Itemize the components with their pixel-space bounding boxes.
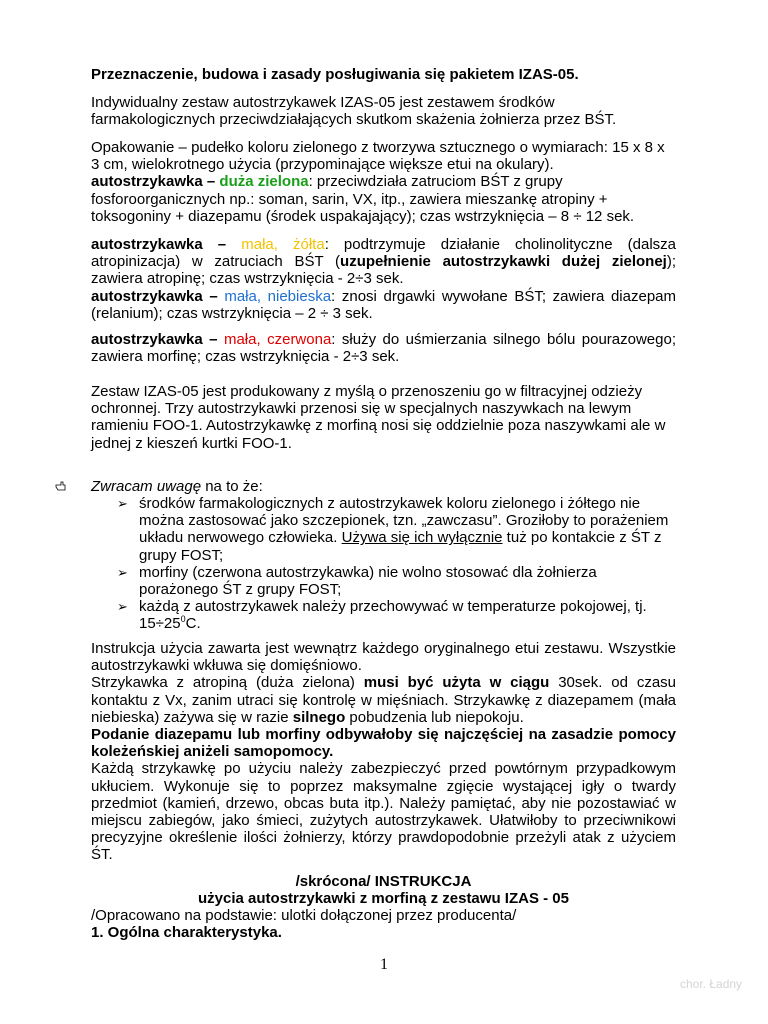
bullet-3-text: każdą z autostrzykawek należy przechowywać w temperaturze pokojowej, tj. 15÷25 [139,598,647,633]
arrow-bullet-icon: ➢ [117,599,128,615]
blue-lead: autostrzykawka – [91,287,218,305]
blue-color-label: mała, niebieska [224,287,332,305]
section-1-label: 1. Ogólna charakterystyka. [91,924,282,941]
red-paragraph [91,331,676,365]
instructions-p1: Instrukcja użycia zawarta jest wewnątrz każdego oryginalnego etui zestawu. Wszystkie autostrzykawki wkłuwa się domięśniowo. [91,640,676,675]
bullet-3-unit: C. [185,615,201,633]
yellow-text-2: ); zawiera atropinę; czas wstrzyknięcia - 2÷3 sek. [91,253,676,288]
red-lead: autostrzykawka – [91,331,218,348]
page-number: 1 [380,956,388,973]
red-description: : służy do uśmierzania silnego bólu pourazowego; zawiera morfinę; czas wstrzyknięcia - 2÷3 sek. [91,331,676,366]
bullet-1-underlined: Używa się ich wyłącznie [341,529,503,547]
intro-paragraph: Indywidualny zestaw autostrzykawek IZAS-05 jest zestawem środków farmakologicznych przeciwdziałających skutkom skażenia żołnierza przez BŚT. [91,94,617,129]
notice-paragraph [91,478,676,495]
carry-paragraph: Zestaw IZAS-05 jest produkowany z myślą o przenoszeniu go w filtracyjnej odzieży ochronnej. Trzy autostrzykawki przenosi się w specjalnych naszywkach na lewym ramieniu FOO-1. Autostrzykawkę z morfiną nosi się oddzielnie poza naszywkami ale w jednej z kieszeń kurtki FOO-1. [91,383,666,452]
yellow-color-label: mała, żółta [241,236,325,253]
arrow-bullet-icon: ➢ [117,496,128,511]
document-title: Przeznaczenie, budowa i zasady posługiwania się pakietem IZAS-05. [91,66,579,83]
notice-rest: na to że: [201,478,263,495]
yellow-text-1: : podtrzymuje działanie cholinolityczne (dalsza atropinizacja) w zatruciach BŚT ( [91,236,676,271]
pointing-hand-icon [55,480,67,492]
heading-line-1: /skrócona/ INSTRUKCJA [295,873,472,890]
yellow-bold: uzupełnienie autostrzykawki dużej zielonej [340,253,667,271]
bullet-1-tail: tuż po kontakcie z ŚT z grupy FOST; [139,529,662,564]
notice-italic: Zwracam uwagę [91,478,202,495]
heading-line-2: użycia autostrzykawki z morfiną z zestawu IZAS - 05 [198,890,569,908]
degree-superscript: 0 [180,614,186,625]
green-color-label: duża zielona [219,173,309,191]
green-description: : przeciwdziała zatruciom BŚT z grupy fosforoorganicznych np.: soman, sarin, VX, itp., zawiera mieszankę atropiny + toksogoniny + diazepamu (środek uspakajający); czas wstrzyknięcia – 8 ÷ 12 sek. [91,173,635,225]
instructions-p2a: Strzykawka z atropiną (duża zielona) [91,674,364,692]
instructions-p4: Każdą strzykawkę po użyciu należy zabezpieczyć przed powtórnym przypadkowym ukłuciem. Wykonuje się to poprzez maksymalne zgięcie wystającej igły o twardy przedmiot (kamień, drzewo, obcas buta itp.). Należy pamiętać, aby nie pozostawiać w miejscu zabiegów, jako śmieci, zużytych autostrzykawek. Ułatwiłoby to przeciwnikowi precyzyjne określenie ilości żołnierzy, którzy prawdopodobnie przeżyli atak z użyciem ŚT. [91,760,676,864]
section-1-title [91,924,676,941]
instructions-p2e: pobudzenia lub niepokoju. [345,708,524,726]
footer-author: chor. Ładny [680,977,743,991]
yellow-lead: autostrzykawka – [91,236,227,253]
green-lead: autostrzykawka – [91,173,216,191]
source-note: /Opracowano na podstawie: ulotki dołączonej przez producenta/ [91,907,517,924]
yellow-paragraph [91,236,676,322]
packaging-paragraph [91,139,676,225]
red-color-label: mała, czerwona [223,331,332,348]
instructions-p3: Podanie diazepamu lub morfiny odbywałoby się najczęściej na zasadzie pomocy koleżeńskiej aniżeli samopomocy. [91,726,676,761]
list-item [117,495,677,564]
list-item [117,564,677,598]
bullet-2-text: morfiny (czerwona autostrzykawka) nie wolno stosować dla żołnierza porażonego ŚT z grupy FOST; [139,563,597,599]
list-item [117,598,677,632]
blue-description: : znosi drgawki wywołane BŚT; zawiera diazepam (relanium); czas wstrzyknięcia – 2 ÷ 3 sek. [91,287,676,322]
instructions-p2c: 30sek. od czasu kontaktu z Vx, zanim utraci się kontrolę w mięśniach. Strzykawkę z diazepamem (mała niebieska) zażywa się w razie [91,674,676,726]
packaging-text: Opakowanie – pudełko koloru zielonego z tworzywa sztucznego o wymiarach: 15 x 8 x 3 cm, wielokrotnego użycia (przypominające większe etui na okulary). [91,139,665,174]
instructions-block [91,640,676,864]
notice-list [117,495,677,633]
section-heading [91,873,676,907]
instructions-p2b: musi być użyta w ciągu [363,674,550,692]
instructions-p2d: silnego [292,708,346,726]
bullet-1-text: środków farmakologicznych z autostrzykawek koloru zielonego i żółtego nie można zastosować jako szczepionek, tzn. „zawczasu”. Groziłoby to porażeniem układu nerwowego człowieka. [139,495,669,547]
arrow-bullet-icon: ➢ [117,564,128,580]
